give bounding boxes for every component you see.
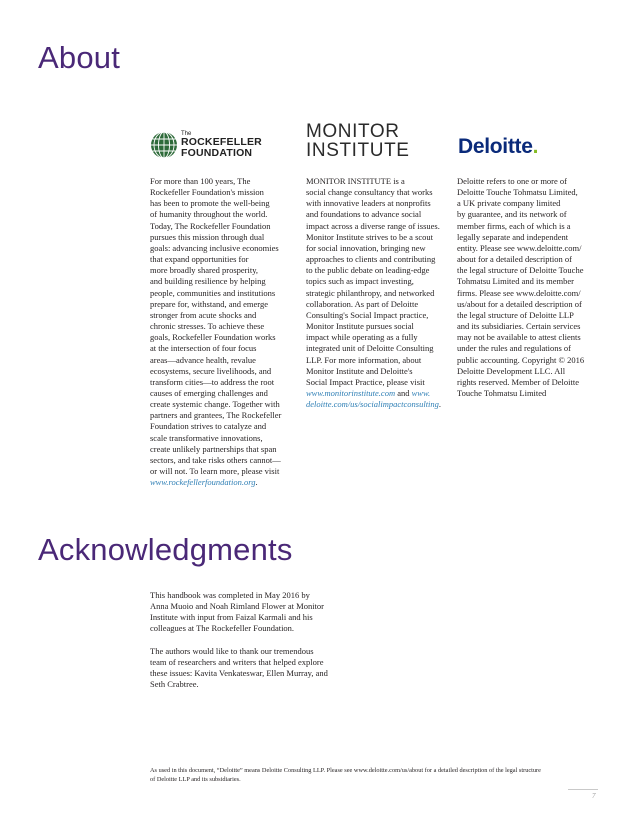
monitor-link-period: . <box>438 399 442 410</box>
rockefeller-text-line: and building resilience by helping <box>150 276 266 287</box>
monitor-text-line: social change consultancy that works <box>306 187 433 198</box>
monitor-text-line: impact across a diverse range of issues. <box>306 220 440 231</box>
monitor-institute-logo <box>306 122 416 162</box>
monitor-text-line: topics such as impact investing, <box>306 276 414 287</box>
rockefeller-text-line: or will not. To learn more, please visit <box>150 466 280 477</box>
deloitte-text-line: Deloitte Touche Tohmatsu Limited, <box>457 187 578 198</box>
rockefeller-text-line: at the intersection of four focus <box>150 343 257 354</box>
deloitte-text-line: about for a detailed description of <box>457 254 572 265</box>
monitor-text-line: Social Impact Practice, please visit <box>306 376 425 387</box>
rockefeller-text-line: that expand opportunities for <box>150 254 249 265</box>
deloitte-text-line: Deloitte refers to one or more of <box>457 176 567 186</box>
rockefeller-logo-line1: ROCKEFELLER <box>181 136 262 148</box>
rockefeller-text-line: For more than 100 years, The <box>150 176 251 186</box>
rockefeller-text-line: goals: advancing inclusive economies <box>150 242 279 253</box>
rockefeller-text-line: goals, Rockefeller Foundation works <box>150 332 276 343</box>
rockefeller-text-line: Foundation strives to catalyze and <box>150 421 267 432</box>
monitor-text-line: impact while operating as a fully <box>306 332 418 343</box>
ack-paragraph-2 <box>150 646 450 691</box>
monitor-logo-line2: INSTITUTE <box>306 140 410 161</box>
rockefeller-text-line: of humanity throughout the world. <box>150 209 268 220</box>
ack-paragraph-1 <box>150 590 450 635</box>
footnote-line: As used in this document, “Deloitte” means Deloitte Consulting LLP. Please see www.deloitte.com/us/about for a detailed description of the legal structure <box>150 767 541 774</box>
ack-text-line: team of researchers and writers that helped explore <box>150 656 324 667</box>
ack-text-line: This handbook was completed in May 2016 by <box>150 590 310 600</box>
rockefeller-text-line: more broadly shared prosperity, <box>150 265 259 276</box>
monitor-text-line: Monitor Institute strives to be a scout <box>306 231 434 242</box>
rockefeller-text-line: Today, The Rockefeller Foundation <box>150 220 271 231</box>
deloitte-logo-dot: . <box>532 135 539 158</box>
deloitte-text-line: us/about for a detailed description of <box>457 298 582 309</box>
rockefeller-text-line: has been to promote the well-being <box>150 198 270 209</box>
rockefeller-text-line: Rockefeller Foundation's mission <box>150 187 264 198</box>
page-number-rule <box>568 789 598 790</box>
deloitte-text-line: under the rules and regulations of <box>457 343 572 354</box>
monitor-description <box>306 176 454 410</box>
monitor-text-line: collaboration. As part of Deloitte <box>306 298 419 309</box>
rockefeller-text-line: prepare for, withstand, and emerge <box>150 298 268 309</box>
rockefeller-text-line: areas—advance health, revalue <box>150 354 256 365</box>
ack-text-line: The authors would like to thank our tremendous <box>150 645 314 656</box>
rockefeller-text-line: scale transformative innovations, <box>150 432 263 443</box>
rockefeller-text-line: causes of emerging challenges and <box>150 387 268 398</box>
deloitte-text-line: Touche Tohmatsu Limited <box>457 387 547 398</box>
monitor-text-line: Monitor Institute pursues social <box>306 321 414 332</box>
rockefeller-link-line <box>150 477 298 488</box>
acknowledgments-heading: Acknowledgments <box>38 532 293 567</box>
rockefeller-logo-the: The <box>181 131 192 137</box>
rockefeller-text-line: chronic stresses. To achieve these <box>150 321 265 332</box>
deloitte-text-line: entity. Please see www.deloitte.com/ <box>457 242 582 253</box>
monitor-link-line <box>306 388 454 399</box>
rockefeller-text-line: transform cities—to address the root <box>150 376 275 387</box>
monitor-text-line: Monitor Institute and Deloitte's <box>306 365 413 376</box>
legal-footnote <box>150 767 610 784</box>
rockefeller-text-line: sectors, and take risks others cannot— <box>150 454 281 465</box>
deloitte-text-line: firms. Please see www.deloitte.com/ <box>457 287 581 298</box>
rockefeller-text-line: people, communities and institutions <box>150 287 276 298</box>
deloitte-text-line: rights reserved. Member of Deloitte <box>457 376 580 387</box>
rockefeller-text-line: create systemic change. Together with <box>150 399 280 410</box>
deloitte-text-line: and its subsidiaries. Certain services <box>457 321 581 332</box>
deloitte-text-line: Deloitte Development LLC. All <box>457 365 566 376</box>
deloitte-text-line: Tohmatsu Limited and its member <box>457 276 574 287</box>
deloitte-social-impact-link[interactable]: deloitte.com/us/socialimpactconsulting <box>306 399 439 410</box>
rockefeller-description <box>150 176 298 488</box>
deloitte-text-line: the legal structure of Deloitte LLP <box>457 309 574 320</box>
rockefeller-logo-line2: FOUNDATION <box>181 146 253 159</box>
deloitte-text-line: legally separate and independent <box>457 231 569 242</box>
monitor-text-line: for social innovation, bringing new <box>306 242 426 253</box>
monitor-logo-line1: MONITOR <box>306 121 400 142</box>
footnote-line: of Deloitte LLP and its subsidiaries. <box>150 775 241 783</box>
ack-text-line: Seth Crabtree. <box>150 679 199 690</box>
monitor-and-text: and <box>395 387 412 398</box>
rockefeller-foundation-logo <box>150 130 260 164</box>
monitor-text-line: integrated unit of Deloitte Consulting <box>306 343 434 354</box>
monitor-text-line: with innovative leaders at nonprofits <box>306 198 431 209</box>
deloitte-description <box>457 176 605 399</box>
monitor-website-link[interactable]: www.monitorinstitute.com <box>306 387 396 398</box>
deloitte-text-line: member firms, each of which is a <box>457 220 571 231</box>
deloitte-social-impact-link-start[interactable]: www. <box>411 387 431 398</box>
about-heading: About <box>38 40 121 75</box>
monitor-text-line: MONITOR INSTITUTE is a <box>306 176 405 186</box>
monitor-text-line: strategic philanthropy, and networked <box>306 287 435 298</box>
monitor-text-line: LLP. For more information, about <box>306 354 422 365</box>
ack-text-line: these issues: Kavita Venkateswar, Ellen Murray, and <box>150 667 328 678</box>
deloitte-text-line: public accounting. Copyright © 2016 <box>457 354 585 365</box>
deloitte-text-line: the legal structure of Deloitte Touche <box>457 265 584 276</box>
monitor-text-line: Consulting's Social Impact practice, <box>306 309 429 320</box>
deloitte-text-line: may not be available to attest clients <box>457 332 581 343</box>
rockefeller-text-line: pursues this mission through dual <box>150 231 265 242</box>
acknowledgments-body <box>150 590 450 701</box>
ack-text-line: Anna Muoio and Noah Rimland Flower at Monitor <box>150 601 324 612</box>
rockefeller-text-line: stronger from acute shocks and <box>150 309 257 320</box>
deloitte-logo <box>458 136 538 157</box>
monitor-link-line <box>306 399 454 410</box>
monitor-text-line: to the public debate on leading-edge <box>306 265 430 276</box>
deloitte-text-line: by guarantee, and its network of <box>457 209 567 220</box>
monitor-text-line: and foundations to advance social <box>306 209 422 220</box>
ack-text-line: colleagues at The Rockefeller Foundation. <box>150 623 295 634</box>
rockefeller-text-line: partners and grantees, The Rockefeller <box>150 410 282 421</box>
ack-text-line: Institute with input from Faizal Karmali and his <box>150 612 313 623</box>
rockefeller-link-period: . <box>255 477 258 488</box>
rockefeller-website-link[interactable]: www.rockefellerfoundation.org <box>150 477 256 488</box>
globe-icon <box>150 131 178 159</box>
page-number: 7 <box>592 792 596 800</box>
rockefeller-text-line: create unlikely partnerships that span <box>150 443 277 454</box>
deloitte-text-line: a UK private company limited <box>457 198 561 209</box>
rockefeller-text-line: ecosystems, secure livelihoods, and <box>150 365 272 376</box>
monitor-text-line: approaches to clients and contributing <box>306 254 436 265</box>
deloitte-logo-name: Deloitte <box>458 135 533 158</box>
